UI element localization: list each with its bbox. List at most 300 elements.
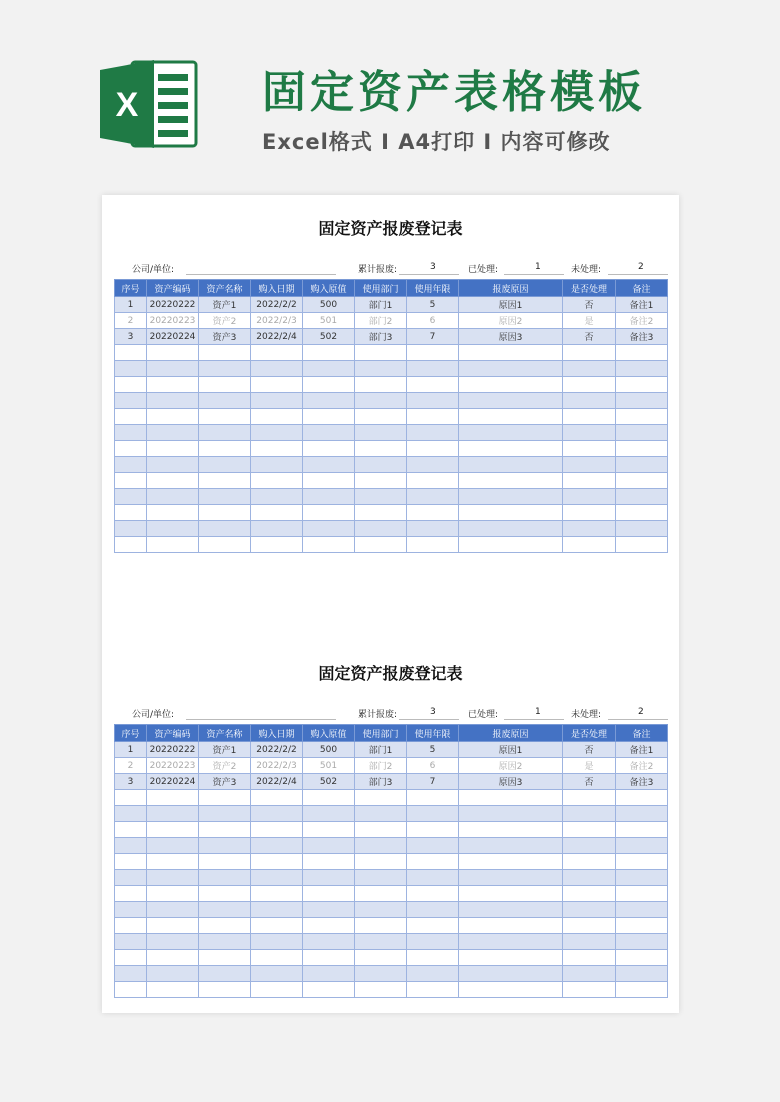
empty-table-row (115, 361, 668, 377)
empty-table-row (115, 505, 668, 521)
col-header: 购入日期 (251, 725, 303, 742)
table-cell (355, 886, 407, 902)
table-cell (407, 457, 459, 473)
table-cell (115, 886, 147, 902)
empty-table-row (115, 806, 668, 822)
table-cell (251, 345, 303, 361)
table-cell: 否 (563, 774, 616, 790)
table-cell (407, 854, 459, 870)
table-cell: 资产1 (199, 742, 251, 758)
table-cell (115, 950, 147, 966)
scrap-register-table (114, 724, 668, 998)
table-cell (459, 473, 563, 489)
table-cell (303, 345, 355, 361)
table-cell (459, 409, 563, 425)
table-cell (199, 393, 251, 409)
unprocessed-value: 2 (638, 707, 644, 717)
table-cell (355, 934, 407, 950)
table-cell (199, 950, 251, 966)
table-cell: 原因2 (459, 758, 563, 774)
table-cell (199, 902, 251, 918)
table-cell (616, 361, 668, 377)
table-cell (616, 790, 668, 806)
table-cell (407, 950, 459, 966)
table-cell (407, 790, 459, 806)
table-cell (251, 966, 303, 982)
table-cell (115, 902, 147, 918)
table-cell: 资产2 (199, 313, 251, 329)
table-cell: 5 (407, 297, 459, 313)
table-header-row (115, 280, 668, 297)
form-1 (114, 217, 667, 553)
table-cell (147, 822, 199, 838)
table-cell (147, 361, 199, 377)
empty-table-row (115, 950, 668, 966)
table-cell (407, 361, 459, 377)
table-cell (407, 806, 459, 822)
col-header: 使用部门 (355, 280, 407, 297)
table-cell (199, 345, 251, 361)
table-cell (303, 854, 355, 870)
table-cell (459, 806, 563, 822)
table-cell: 502 (303, 774, 355, 790)
col-header: 使用年限 (407, 280, 459, 297)
table-cell: 7 (407, 329, 459, 345)
table-cell (563, 822, 616, 838)
col-header: 报废原因 (459, 280, 563, 297)
table-cell (147, 537, 199, 553)
table-cell (616, 902, 668, 918)
total-label: 累计报废: (358, 265, 398, 275)
table-cell: 部门3 (355, 774, 407, 790)
table-cell (147, 806, 199, 822)
table-cell (303, 902, 355, 918)
table-cell (616, 838, 668, 854)
table-cell (251, 521, 303, 537)
table-cell (563, 361, 616, 377)
table-cell (563, 489, 616, 505)
table-row (115, 313, 668, 329)
col-header: 使用年限 (407, 725, 459, 742)
empty-table-row (115, 425, 668, 441)
table-cell (459, 950, 563, 966)
table-cell: 部门1 (355, 297, 407, 313)
table-cell (303, 377, 355, 393)
table-cell (147, 870, 199, 886)
table-cell: 2022/2/3 (251, 313, 303, 329)
table-cell (563, 409, 616, 425)
table-cell (115, 838, 147, 854)
table-cell (563, 537, 616, 553)
table-cell (355, 838, 407, 854)
table-cell (147, 966, 199, 982)
col-header: 购入原值 (303, 280, 355, 297)
table-cell (459, 790, 563, 806)
table-cell (199, 790, 251, 806)
col-header: 资产编码 (147, 280, 199, 297)
table-cell (199, 457, 251, 473)
table-cell (147, 521, 199, 537)
col-header: 报废原因 (459, 725, 563, 742)
table-cell (459, 934, 563, 950)
table-cell (199, 441, 251, 457)
table-cell (199, 409, 251, 425)
table-cell: 原因2 (459, 313, 563, 329)
table-cell (303, 505, 355, 521)
table-cell (115, 473, 147, 489)
table-cell: 2022/2/2 (251, 742, 303, 758)
table-cell (616, 918, 668, 934)
empty-table-row (115, 982, 668, 998)
table-cell: 原因3 (459, 774, 563, 790)
table-cell (407, 822, 459, 838)
table-cell: 20220224 (147, 774, 199, 790)
table-cell (355, 950, 407, 966)
table-cell: 备注3 (616, 329, 668, 345)
table-cell (459, 441, 563, 457)
scrap-register-table (114, 279, 668, 553)
total-value: 3 (430, 262, 436, 272)
table-cell (251, 934, 303, 950)
table-cell (355, 854, 407, 870)
empty-table-row (115, 902, 668, 918)
table-cell (303, 822, 355, 838)
table-cell (147, 934, 199, 950)
table-cell (251, 918, 303, 934)
table-cell: 3 (115, 329, 147, 345)
company-label: 公司/单位: (132, 265, 175, 275)
form-title: 固定资产报废登记表 (318, 664, 463, 683)
table-cell (147, 377, 199, 393)
table-cell (407, 934, 459, 950)
table-cell: 20220223 (147, 313, 199, 329)
table-cell (616, 457, 668, 473)
table-cell (459, 457, 563, 473)
table-cell: 否 (563, 329, 616, 345)
table-cell (199, 886, 251, 902)
table-cell (251, 361, 303, 377)
table-cell (563, 441, 616, 457)
empty-table-row (115, 537, 668, 553)
table-cell (616, 537, 668, 553)
table-cell (199, 806, 251, 822)
table-cell (303, 966, 355, 982)
table-cell: 资产3 (199, 774, 251, 790)
table-cell (563, 806, 616, 822)
table-cell (563, 870, 616, 886)
table-cell (303, 409, 355, 425)
table-cell (355, 345, 407, 361)
table-cell (616, 425, 668, 441)
table-cell (251, 902, 303, 918)
col-header: 是否处理 (563, 725, 616, 742)
table-cell (147, 886, 199, 902)
table-cell (355, 489, 407, 505)
table-cell (115, 425, 147, 441)
table-cell (459, 982, 563, 998)
table-cell (616, 822, 668, 838)
col-header: 备注 (616, 725, 668, 742)
table-cell (147, 950, 199, 966)
page-title: 固定资产表格模板 (262, 67, 646, 118)
table-cell (251, 489, 303, 505)
table-cell (616, 854, 668, 870)
table-cell: 部门3 (355, 329, 407, 345)
table-cell (147, 457, 199, 473)
empty-table-row (115, 409, 668, 425)
unprocessed-value: 2 (638, 262, 644, 272)
table-cell (563, 934, 616, 950)
table-cell (616, 966, 668, 982)
table-cell (199, 982, 251, 998)
table-cell (407, 886, 459, 902)
table-cell: 2022/2/4 (251, 329, 303, 345)
table-cell (303, 950, 355, 966)
table-cell (199, 473, 251, 489)
empty-table-row (115, 838, 668, 854)
table-cell (407, 902, 459, 918)
table-row (115, 774, 668, 790)
table-cell (147, 393, 199, 409)
table-cell: 500 (303, 742, 355, 758)
empty-table-row (115, 345, 668, 361)
table-cell (115, 441, 147, 457)
table-cell (251, 457, 303, 473)
table-cell (303, 489, 355, 505)
page-subtitle: Excel格式 I A4打印 I 内容可修改 (262, 130, 611, 154)
table-cell: 2022/2/4 (251, 774, 303, 790)
table-row (115, 758, 668, 774)
table-cell (407, 982, 459, 998)
table-cell (616, 505, 668, 521)
table-cell: 部门2 (355, 758, 407, 774)
table-cell (147, 902, 199, 918)
table-cell (459, 918, 563, 934)
table-cell (563, 950, 616, 966)
table-cell (563, 918, 616, 934)
col-header: 是否处理 (563, 280, 616, 297)
table-cell (199, 838, 251, 854)
table-cell (616, 489, 668, 505)
table-cell (563, 457, 616, 473)
table-cell (407, 393, 459, 409)
empty-table-row (115, 521, 668, 537)
table-cell (355, 966, 407, 982)
table-cell (147, 345, 199, 361)
table-cell (459, 377, 563, 393)
empty-table-row (115, 473, 668, 489)
table-cell (407, 918, 459, 934)
table-cell (563, 345, 616, 361)
table-cell (147, 409, 199, 425)
empty-table-row (115, 441, 668, 457)
table-cell (147, 473, 199, 489)
table-cell (355, 521, 407, 537)
table-cell: 501 (303, 313, 355, 329)
table-cell (147, 790, 199, 806)
table-cell: 否 (563, 297, 616, 313)
excel-logo-icon (100, 58, 198, 150)
table-cell (407, 425, 459, 441)
table-cell (355, 902, 407, 918)
col-header: 购入原值 (303, 725, 355, 742)
table-cell (616, 441, 668, 457)
table-cell: 部门2 (355, 313, 407, 329)
table-cell (251, 870, 303, 886)
table-cell (199, 854, 251, 870)
table-cell (355, 409, 407, 425)
processed-label: 已处理: (468, 265, 499, 275)
table-cell (303, 537, 355, 553)
table-cell (115, 377, 147, 393)
table-cell (147, 505, 199, 521)
table-row (115, 329, 668, 345)
table-cell (616, 870, 668, 886)
col-header: 序号 (115, 725, 147, 742)
table-cell (147, 854, 199, 870)
table-cell (251, 838, 303, 854)
table-cell (115, 918, 147, 934)
table-cell: 20220224 (147, 329, 199, 345)
table-cell: 1 (115, 297, 147, 313)
table-cell (147, 918, 199, 934)
empty-table-row (115, 393, 668, 409)
table-cell (303, 457, 355, 473)
table-cell (563, 838, 616, 854)
table-cell (563, 425, 616, 441)
table-cell (199, 489, 251, 505)
table-cell (407, 489, 459, 505)
table-cell (115, 489, 147, 505)
table-cell: 备注1 (616, 297, 668, 313)
table-cell (355, 377, 407, 393)
table-cell (616, 409, 668, 425)
table-cell (251, 377, 303, 393)
summary-row (114, 259, 667, 277)
table-cell (115, 966, 147, 982)
table-cell (303, 918, 355, 934)
table-cell (616, 473, 668, 489)
empty-table-row (115, 457, 668, 473)
table-cell (251, 854, 303, 870)
table-cell (251, 790, 303, 806)
table-cell (407, 537, 459, 553)
table-cell (563, 966, 616, 982)
table-cell: 原因1 (459, 297, 563, 313)
table-cell (251, 409, 303, 425)
table-cell (616, 950, 668, 966)
table-cell: 备注3 (616, 774, 668, 790)
table-cell (459, 838, 563, 854)
table-cell (251, 982, 303, 998)
table-cell (199, 425, 251, 441)
table-cell: 备注2 (616, 313, 668, 329)
table-cell (563, 377, 616, 393)
table-cell (407, 521, 459, 537)
col-header: 资产编码 (147, 725, 199, 742)
table-cell (147, 982, 199, 998)
table-cell (459, 537, 563, 553)
table-cell (303, 806, 355, 822)
table-cell: 否 (563, 742, 616, 758)
table-cell (563, 521, 616, 537)
table-cell (199, 505, 251, 521)
table-cell (355, 505, 407, 521)
table-cell: 2022/2/2 (251, 297, 303, 313)
table-cell (407, 409, 459, 425)
table-cell (115, 345, 147, 361)
table-cell (115, 790, 147, 806)
col-header: 备注 (616, 280, 668, 297)
table-cell: 资产3 (199, 329, 251, 345)
table-cell (616, 377, 668, 393)
table-cell: 资产1 (199, 297, 251, 313)
table-cell (199, 934, 251, 950)
col-header: 购入日期 (251, 280, 303, 297)
table-cell (563, 902, 616, 918)
table-cell (115, 393, 147, 409)
table-cell (563, 473, 616, 489)
table-cell (199, 361, 251, 377)
table-cell (115, 806, 147, 822)
table-cell (251, 473, 303, 489)
table-cell (303, 441, 355, 457)
table-cell: 备注2 (616, 758, 668, 774)
table-cell (563, 982, 616, 998)
table-cell (303, 886, 355, 902)
logo-letter: X (115, 86, 139, 124)
table-cell: 500 (303, 297, 355, 313)
document-sheet (102, 195, 679, 1013)
summary-row (114, 704, 667, 722)
table-cell (199, 822, 251, 838)
empty-table-row (115, 918, 668, 934)
table-cell (251, 505, 303, 521)
table-cell (303, 425, 355, 441)
table-cell (115, 409, 147, 425)
table-cell (355, 870, 407, 886)
table-cell (616, 521, 668, 537)
empty-table-row (115, 822, 668, 838)
total-label: 累计报废: (358, 710, 398, 720)
table-cell: 2022/2/3 (251, 758, 303, 774)
table-cell (355, 806, 407, 822)
table-cell: 1 (115, 742, 147, 758)
table-cell (115, 361, 147, 377)
table-cell (199, 918, 251, 934)
processed-value: 1 (535, 707, 541, 717)
table-cell (115, 934, 147, 950)
table-cell (563, 393, 616, 409)
table-cell (303, 838, 355, 854)
total-value: 3 (430, 707, 436, 717)
table-cell: 备注1 (616, 742, 668, 758)
table-cell: 原因1 (459, 742, 563, 758)
table-cell (115, 854, 147, 870)
table-cell: 6 (407, 313, 459, 329)
table-cell (355, 457, 407, 473)
table-cell (355, 473, 407, 489)
table-cell (303, 361, 355, 377)
table-cell (355, 441, 407, 457)
table-cell: 7 (407, 774, 459, 790)
table-cell (303, 473, 355, 489)
table-cell (199, 377, 251, 393)
empty-table-row (115, 854, 668, 870)
table-cell (459, 966, 563, 982)
empty-table-row (115, 966, 668, 982)
table-cell (459, 886, 563, 902)
